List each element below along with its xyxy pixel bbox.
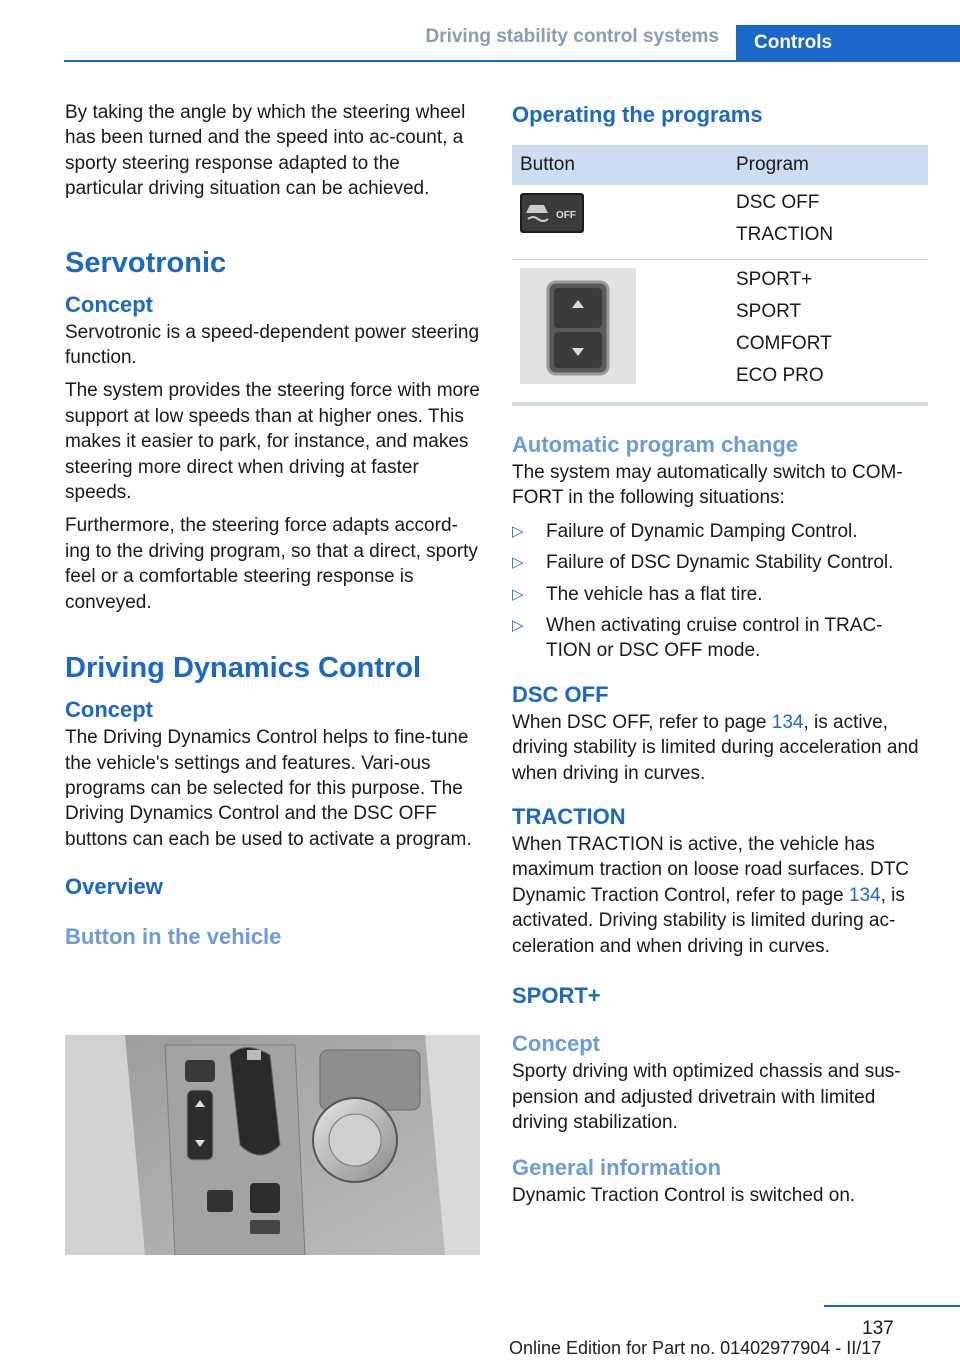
auto-change-heading: Automatic program change	[512, 432, 799, 457]
list-item: ▷ The vehicle has a flat tire.	[512, 582, 927, 607]
table-row	[512, 185, 928, 260]
servotronic-paragraph-2: The system provides the steering force with more support at low speeds than at higher ones. This makes it easier to park, for instance, and makes steering more direct when driving at faster speeds.	[65, 380, 481, 504]
sport-plus-heading: SPORT+	[512, 983, 601, 1009]
sport-plus-concept-heading: Concept	[512, 1031, 600, 1057]
mode-rocker-button-icon	[520, 368, 636, 389]
page-link-134[interactable]: 134	[848, 884, 881, 906]
dsc-off-heading: DSC OFF	[512, 681, 609, 707]
servotronic-paragraph-3: Furthermore, the steering force adapts accord-ing to the driving program, so that a direct, sporty feel or a comfortable steering response is conveyed.	[65, 515, 478, 613]
program-sport: SPORT	[736, 301, 802, 322]
triangle-bullet-icon: ▷	[512, 617, 524, 635]
button-in-vehicle-heading: Button in the vehicle	[65, 924, 282, 950]
servotronic-concept-heading: Concept	[65, 291, 153, 317]
triangle-bullet-icon: ▷	[512, 522, 524, 540]
table-header-row	[512, 145, 928, 185]
header-rule	[64, 60, 736, 62]
program-eco-pro: ECO PRO	[736, 365, 824, 386]
program-comfort: COMFORT	[736, 333, 832, 354]
program-sport-plus: SPORT+	[736, 269, 813, 290]
servotronic-paragraph-1: Servotronic is a speed-dependent power steering function.	[65, 321, 480, 369]
left-column	[65, 100, 480, 952]
ddc-title: Driving Dynamics Control	[65, 652, 422, 685]
intro-paragraph: By taking the angle by which the steering wheel has been turned and the speed into ac-count, a sporty steering response adapted to the particular driving situation can be achieved.	[65, 102, 466, 200]
table-header-program: Program	[728, 145, 928, 185]
triangle-bullet-icon: ▷	[512, 585, 524, 603]
svg-text:OFF: OFF	[556, 210, 576, 221]
right-column	[512, 100, 927, 1217]
edition-note: Online Edition for Part no. 01402977904 - II/17	[509, 1338, 882, 1358]
traction-paragraph: When TRACTION is active, the vehicle has maximum traction on loose road surfaces. DTC Dynamic Traction Control, refer to page 134, is activated. Driving stability is limited during ac-celeration and when driving in curves.	[512, 834, 910, 957]
table-row	[512, 260, 928, 405]
auto-change-list	[512, 519, 927, 664]
dsc-off-button-icon	[520, 210, 584, 238]
servotronic-title: Servotronic	[65, 246, 227, 279]
overview-heading: Overview	[65, 874, 163, 900]
program-dsc-off: DSC OFF	[736, 192, 820, 213]
page-number: 137	[862, 1318, 894, 1339]
general-information-text: Dynamic Traction Control is switched on.	[512, 1185, 856, 1207]
page-link-134[interactable]: 134	[771, 711, 804, 733]
list-item: ▷ Failure of DSC Dynamic Stability Control.	[512, 550, 927, 575]
operating-programs-heading: Operating the programs	[512, 102, 763, 127]
ddc-paragraph: The Driving Dynamics Control helps to fine-tune the vehicle's settings and features. Vari-ous programs can be selected for this purpose. The Driving Dynamics Control and the DSC OFF buttons can each be used to activate a program.	[65, 727, 472, 850]
footer-rule	[824, 1305, 960, 1307]
sport-plus-concept-text: Sporty driving with optimized chassis and sus-pension and adjusted drivetrain with limited driving stabilization.	[512, 1061, 901, 1133]
list-item: ▷ When activating cruise control in TRAC-TION or DSC OFF mode.	[512, 615, 883, 662]
program-traction: TRACTION	[736, 224, 834, 245]
center-console-photo	[65, 1035, 480, 1255]
dsc-off-paragraph: When DSC OFF, refer to page 134, is active, driving stability is limited during acceleration and when driving in curves.	[512, 711, 919, 784]
general-information-heading: General information	[512, 1155, 722, 1181]
program-table	[512, 145, 928, 406]
running-header-tab: Controls	[736, 25, 960, 62]
traction-heading: TRACTION	[512, 804, 626, 830]
running-header-section: Driving stability control systems	[425, 26, 719, 47]
ddc-concept-heading: Concept	[65, 697, 153, 723]
triangle-bullet-icon: ▷	[512, 554, 524, 572]
list-item: ▷ Failure of Dynamic Damping Control.	[512, 519, 927, 544]
table-header-button: Button	[512, 145, 728, 185]
auto-change-intro: The system may automatically switch to COM-FORT in the following situations:	[512, 462, 903, 509]
